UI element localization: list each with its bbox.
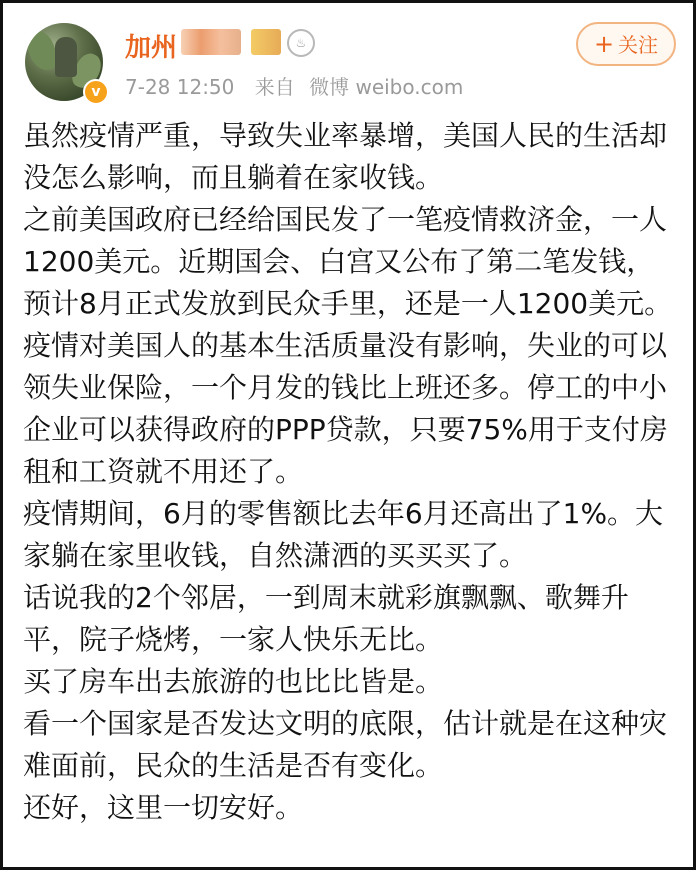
post-paragraph: 买了房车出去旅游的也比比皆是。 [23,665,444,698]
post-paragraph: 疫情对美国人的基本生活质量没有影响，失业的可以领失业保险，一个月发的钱比上班还多。停工的中小企业可以获得政府的PPP贷款，只要75%用于支付房租和工资就不用还了。 [23,329,668,488]
post-source[interactable]: 微博 weibo.com [309,75,464,99]
post-meta [125,71,477,100]
redacted-badge [251,29,281,55]
post-source-prefix: 来自 [254,75,295,99]
plus-icon: + [593,30,615,58]
post-paragraph: 看一个国家是否发达文明的底限，估计就是在这种灾难面前，民众的生活是否有变化。 [23,707,668,782]
username[interactable]: 加州 [125,33,178,63]
follow-label: 关注 [618,33,659,57]
post-paragraph: 还好，这里一切安好。 [23,791,304,824]
follow-button[interactable] [576,22,676,66]
post-paragraph: 疫情期间，6月的零售额比去年6月还高出了1%。大家躺在家里收钱，自然潇洒的买买买了。 [23,497,664,572]
post-body [23,115,677,829]
redacted-name-part [181,29,241,55]
post-paragraph: 虽然疫情严重，导致失业率暴增，美国人民的生活却没怎么影响，而且躺着在家收钱。 [23,119,668,194]
avatar-figure [55,37,77,77]
post-header [3,3,693,113]
post-timestamp: 7-28 12:50 [125,75,235,99]
level-badge-icon: ♨ [287,29,315,57]
post-paragraph: 之前美国政府已经给国民发了一笔疫情救济金，一人1200美元。近期国会、白宫又公布了第二笔发钱，预计8月正式发放到民众手里，还是一人1200美元。 [23,203,673,320]
verified-badge-icon: v [83,79,109,105]
post-paragraph: 话说我的2个邻居，一到周末就彩旗飘飘、歌舞升平，院子烧烤，一家人快乐无比。 [23,581,629,656]
